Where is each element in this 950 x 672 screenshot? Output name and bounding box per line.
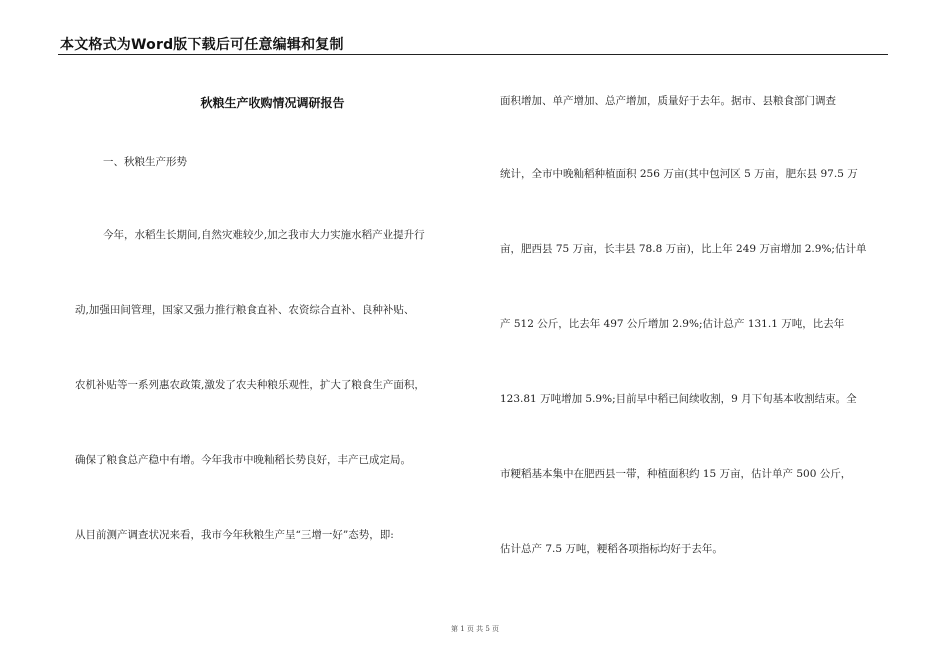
header-banner: 本文格式为Word版下载后可任意编辑和复制: [60, 37, 344, 53]
paragraph-line: 确保了粮食总产稳中有增。今年我市中晚籼稻长势良好，丰产已成定局。: [75, 454, 411, 466]
section-heading: 一、秋粮生产形势: [103, 156, 187, 168]
paragraph-line: 从目前测产调查状况来看，我市今年秋粮生产呈“三增一好”态势，即:: [75, 529, 394, 541]
paragraph-line: 123.81 万吨增加 5.9%;目前早中稻已间续收割，9 月下旬基本收割结束。全: [500, 393, 857, 405]
page-number: 第 1 页 共 5 页: [450, 625, 500, 633]
paragraph-line: 面积增加、单产增加、总产增加，质量好于去年。据市、县粮食部门调查: [500, 95, 836, 107]
paragraph-line: 动,加强田间管理，国家又强力推行粮食直补、农资综合直补、良种补贴、: [75, 304, 415, 316]
paragraph-line: 市粳稻基本集中在肥西县一带，种植面积约 15 万亩，估计单产 500 公斤，: [500, 468, 852, 480]
document-title: 秋粮生产收购情况调研报告: [200, 96, 345, 110]
paragraph-line: 统计，全市中晚籼稻种植面积 256 万亩(其中包河区 5 万亩，肥东县 97.5 万: [500, 168, 858, 180]
left-column: [75, 60, 470, 620]
paragraph-line: 产 512 公斤，比去年 497 公斤增加 2.9%;估计总产 131.1 万吨，比去年: [500, 318, 845, 330]
paragraph-line: 农机补贴等一系列惠农政策,激发了农夫种粮乐观性，扩大了粮食生产面积，: [75, 379, 425, 391]
right-column: [500, 60, 895, 620]
paragraph-line: 估计总产 7.5 万吨，粳稻各项指标均好于去年。: [500, 543, 723, 555]
paragraph-line: 今年，水稻生长期间,自然灾难较少,加之我市大力实施水稻产业提升行: [103, 229, 425, 241]
paragraph-line: 亩，肥西县 75 万亩，长丰县 78.8 万亩)，比上年 249 万亩增加 2.9%;估计单: [500, 243, 867, 255]
header-divider: [58, 54, 888, 55]
